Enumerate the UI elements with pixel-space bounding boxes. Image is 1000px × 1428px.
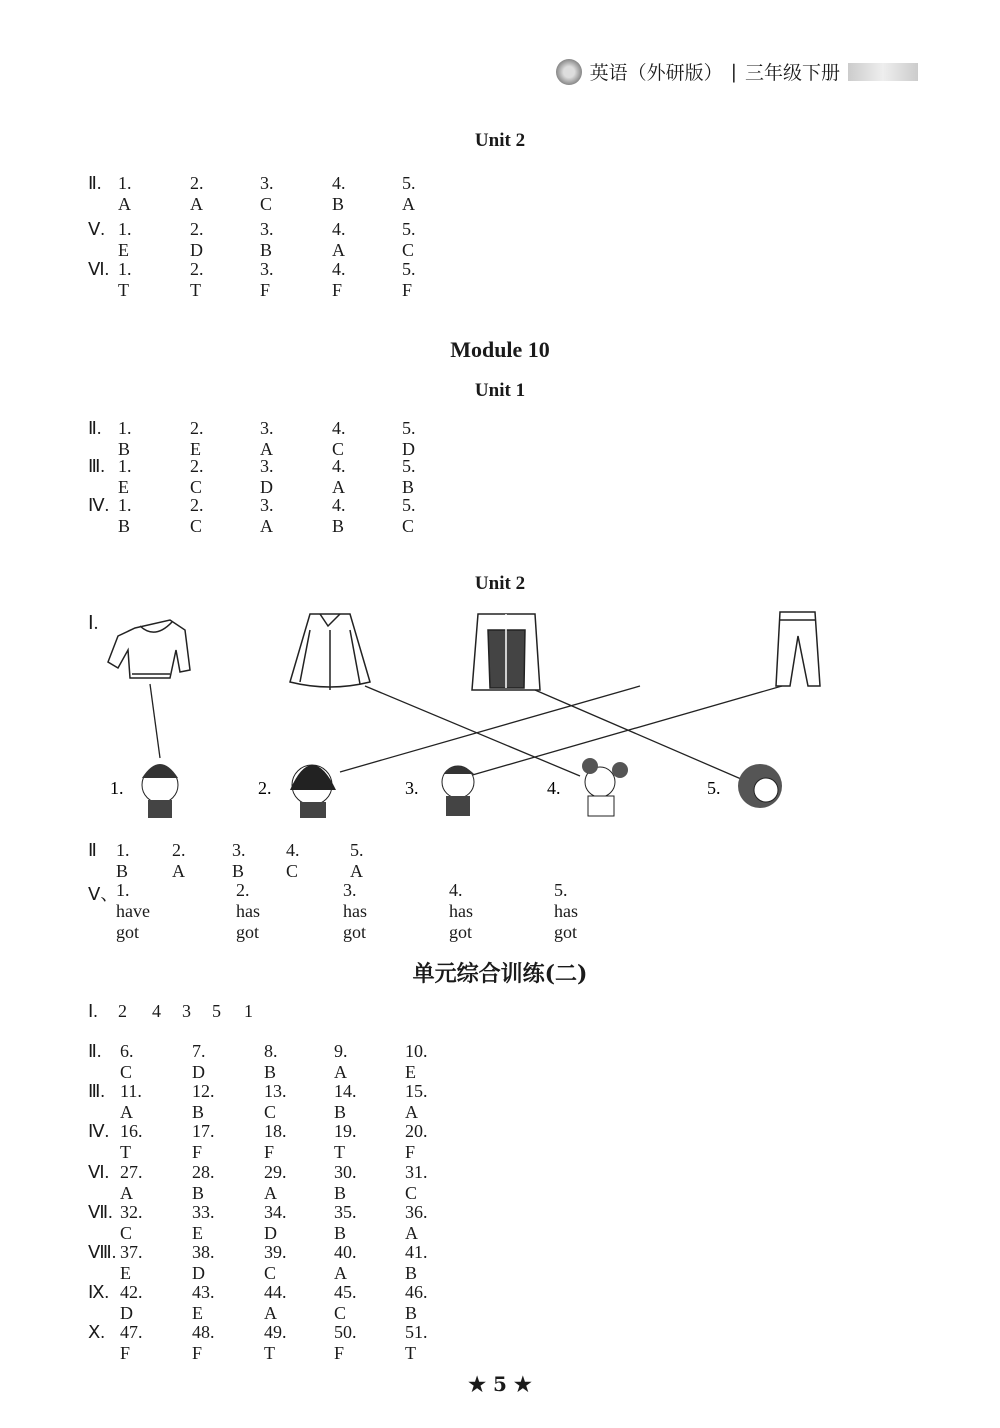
jacket-icon — [472, 614, 540, 690]
answer-item: 46. B — [405, 1282, 428, 1323]
answer-item: 2. T — [190, 259, 204, 300]
answer-item: 48. F — [192, 1322, 215, 1363]
match-number: 5. — [707, 778, 721, 798]
answer-item: 3. F — [260, 259, 274, 300]
answer-item: 20. F — [405, 1121, 428, 1162]
kid-5-icon — [738, 764, 782, 808]
answer-item: 3. has got — [343, 880, 367, 942]
answer-item: 4. B — [332, 495, 346, 536]
answer-item: 13. C — [264, 1081, 287, 1122]
answer-item: 3. A — [260, 495, 274, 536]
answer-item: 18. F — [264, 1121, 287, 1162]
kid-3-icon — [442, 766, 474, 816]
answer-item: 2. D — [190, 219, 204, 260]
answer-item: 4. F — [332, 259, 346, 300]
matching-figure — [0, 600, 1000, 830]
answer-item: 14. B — [334, 1081, 357, 1122]
answer-item: 2. has got — [236, 880, 260, 942]
skirt-icon — [290, 614, 370, 690]
match-number: 1. — [110, 778, 124, 798]
answer-item: 28. B — [192, 1162, 215, 1203]
answer-item: 1. B — [116, 840, 130, 881]
answer-row — [88, 173, 416, 214]
sweater-icon — [108, 620, 190, 678]
answer-item: 2. C — [190, 495, 204, 536]
answer-row — [88, 495, 416, 536]
answer-item: 42. D — [120, 1282, 143, 1323]
star-icon: ★ — [468, 1372, 494, 1396]
answer-item: 2. E — [190, 418, 204, 459]
answer-item: 29. A — [264, 1162, 287, 1203]
answer-item: 2. A — [190, 173, 204, 214]
kid-4-icon — [582, 758, 628, 816]
answer-item: 11. A — [120, 1081, 142, 1122]
kid-1-icon — [142, 764, 178, 818]
answer-item: 19. T — [334, 1121, 357, 1162]
row-label: Ⅳ. — [88, 1121, 110, 1141]
answer-item: 1. E — [118, 456, 132, 497]
answer-item: 39. C — [264, 1242, 287, 1283]
answer-item: 36. A — [405, 1202, 428, 1243]
answer-item: 41. B — [405, 1242, 428, 1283]
header-grade: 三年级下册 — [744, 62, 840, 84]
row-label: Ⅹ. — [88, 1322, 105, 1342]
row-label: Ⅳ. — [88, 495, 110, 515]
answer-row — [88, 1121, 428, 1162]
page-header — [556, 58, 918, 85]
answer-item: 5 — [212, 1001, 221, 1021]
row-label: Ⅴ. — [88, 219, 105, 239]
row-label: Ⅴ、 — [88, 884, 119, 904]
answer-item: 16. T — [120, 1121, 143, 1162]
answer-item: 5. D — [402, 418, 416, 459]
unit-heading: Unit 2 — [474, 573, 526, 594]
answer-item: 1. T — [118, 259, 132, 300]
answer-row — [88, 456, 416, 497]
trousers-icon — [776, 612, 820, 686]
answer-item: 3. B — [260, 219, 274, 260]
answer-item: 6. C — [120, 1041, 134, 1082]
answer-item: 3. A — [260, 418, 274, 459]
answer-item: 5. A — [402, 173, 416, 214]
answer-item: 1. B — [118, 495, 132, 536]
row-label: Ⅲ. — [88, 456, 105, 476]
answer-row — [88, 418, 416, 459]
answer-row — [88, 1081, 428, 1122]
row-label: Ⅵ. — [88, 1162, 110, 1182]
row-label: Ⅱ. — [88, 418, 102, 438]
answer-item: 10. E — [405, 1041, 428, 1082]
answer-item: 8. B — [264, 1041, 278, 1082]
row-label: Ⅵ. — [88, 259, 110, 279]
answer-item: 5. C — [402, 219, 416, 260]
answer-item: 30. B — [334, 1162, 357, 1203]
row-label: Ⅱ — [88, 840, 97, 860]
match-number: 3. — [405, 778, 419, 798]
star-icon: ★ — [506, 1372, 532, 1396]
row-label: Ⅸ. — [88, 1282, 110, 1302]
answer-item: 5. has got — [554, 880, 578, 942]
row-label: Ⅲ. — [88, 1081, 105, 1101]
answer-item: 32. C — [120, 1202, 143, 1243]
answer-item: 5. C — [402, 495, 416, 536]
answer-item: 44. A — [264, 1282, 287, 1323]
answer-row — [88, 1322, 428, 1363]
answer-item: 2 — [118, 1001, 127, 1021]
answer-item: 1. B — [118, 418, 132, 459]
answer-item: 40. A — [334, 1242, 357, 1283]
header-divider: | — [730, 60, 737, 83]
answer-item: 27. A — [120, 1162, 143, 1203]
header-title: 英语（外研版） — [589, 62, 723, 84]
answer-item: 49. T — [264, 1322, 287, 1363]
answer-item: 4. A — [332, 219, 346, 260]
answer-item: 1. have got — [116, 880, 150, 942]
answer-item: 1 — [244, 1001, 253, 1021]
answer-item: 15. A — [405, 1081, 428, 1122]
answer-item: 17. F — [192, 1121, 215, 1162]
answer-item: 33. E — [192, 1202, 215, 1243]
review-heading: 单元综合训练(二) — [412, 961, 588, 987]
answer-item: 34. D — [264, 1202, 287, 1243]
answer-item: 4. has got — [449, 880, 473, 942]
answer-item: 31. C — [405, 1162, 428, 1203]
unit-heading: Unit 2 — [474, 130, 526, 151]
answer-row — [88, 1001, 253, 1022]
answer-item: 4. C — [332, 418, 346, 459]
answer-item: 1. A — [118, 173, 132, 214]
answer-row — [88, 1202, 428, 1243]
row-label: Ⅷ. — [88, 1242, 117, 1262]
answer-item: 3 — [182, 1001, 191, 1021]
answer-item: 4. C — [286, 840, 300, 881]
answer-item: 3. C — [260, 173, 274, 214]
row-label: Ⅶ. — [88, 1202, 113, 1222]
answer-item: 7. D — [192, 1041, 206, 1082]
answer-item: 4. B — [332, 173, 346, 214]
row-label: Ⅱ. — [88, 173, 102, 193]
match-label: Ⅰ. — [88, 613, 99, 634]
answer-item: 51. T — [405, 1322, 428, 1363]
match-number: 4. — [547, 778, 561, 798]
answer-row — [88, 1162, 428, 1203]
answer-item: 5. F — [402, 259, 416, 300]
answer-row — [88, 880, 578, 942]
answer-item: 35. B — [334, 1202, 357, 1243]
row-label: Ⅰ. — [88, 1001, 98, 1021]
module-heading: Module 10 — [450, 337, 550, 362]
answer-row — [88, 1041, 428, 1082]
answer-item: 50. F — [334, 1322, 357, 1363]
answer-item: 45. C — [334, 1282, 357, 1323]
page-number: ★ 5 ★ — [468, 1372, 532, 1396]
answer-item: 37. E — [120, 1242, 143, 1283]
answer-item: 1. E — [118, 219, 132, 260]
answer-item: 47. F — [120, 1322, 143, 1363]
answer-item: 3. B — [232, 840, 246, 881]
answer-row — [88, 219, 416, 260]
answer-item: 43. E — [192, 1282, 215, 1323]
kid-2-icon — [290, 765, 336, 818]
answer-row — [88, 1242, 428, 1283]
header-decoration — [848, 63, 918, 81]
answer-row — [88, 259, 416, 300]
answer-item: 3. D — [260, 456, 274, 497]
unit-heading: Unit 1 — [474, 380, 526, 401]
answer-item: 9. A — [334, 1041, 348, 1082]
answer-item: 2. C — [190, 456, 204, 497]
answer-item: 5. A — [350, 840, 364, 881]
book-badge-icon — [556, 59, 582, 85]
answer-item: 2. A — [172, 840, 186, 881]
match-number: 2. — [258, 778, 272, 798]
answer-row — [88, 840, 364, 881]
answer-row — [88, 1282, 428, 1323]
row-label: Ⅱ. — [88, 1041, 102, 1061]
answer-item: 5. B — [402, 456, 416, 497]
answer-item: 38. D — [192, 1242, 215, 1283]
answer-item: 4. A — [332, 456, 346, 497]
answer-item: 12. B — [192, 1081, 215, 1122]
match-lines — [150, 684, 782, 782]
answer-item: 4 — [152, 1001, 161, 1021]
